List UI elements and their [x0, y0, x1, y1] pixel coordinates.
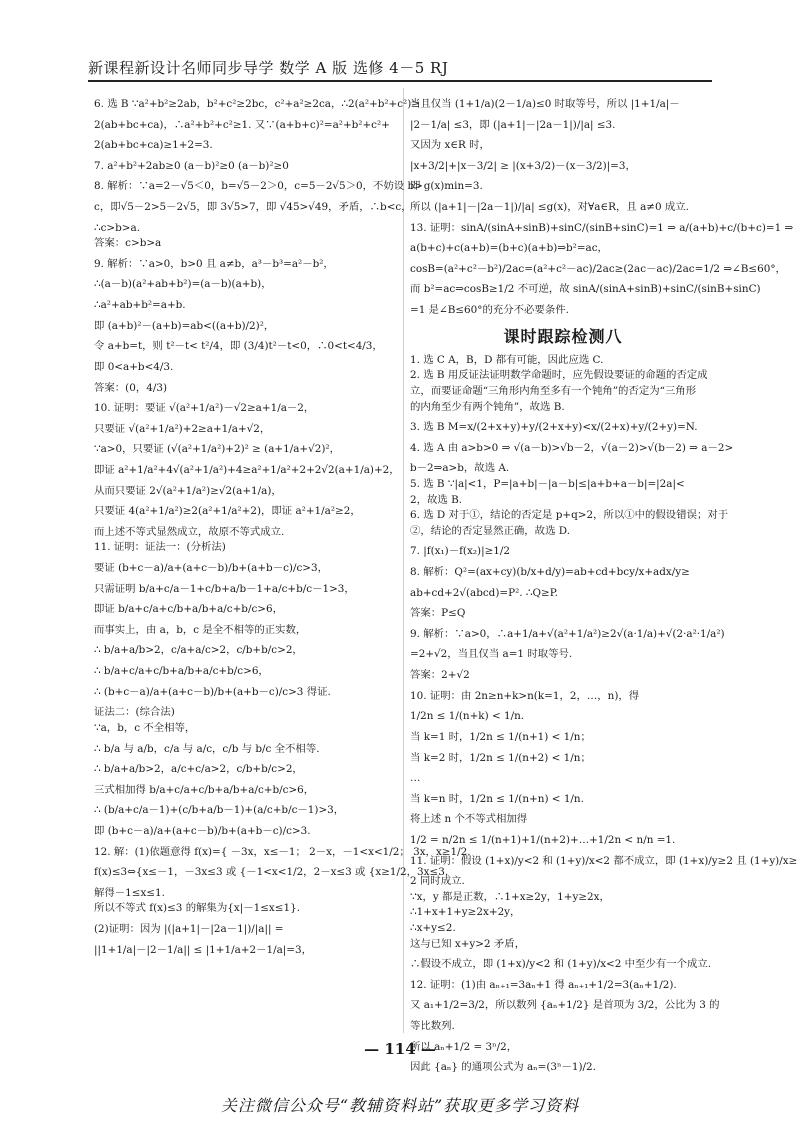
- text-line: 1/2n ≤ 1/(n+k) < 1/n.: [410, 710, 525, 723]
- text-line: 因此 {aₙ} 的通项公式为 aₙ=(3ⁿ－1)/2.: [410, 1061, 596, 1074]
- column-divider: [403, 88, 404, 1033]
- text-line: 的内角至少有两个钝角”，故选 B.: [410, 400, 565, 413]
- text-line: ab+cd+2√(abcd)=P². ∴Q≥P.: [410, 586, 558, 599]
- page-header: 新课程新设计名师同步导学 数学 A 版 选修 4－5 RJ: [88, 59, 449, 77]
- text-line: ∴假设不成立，即 (1+x)/y<2 和 (1+y)/x<2 中至少有一个成立.: [410, 958, 712, 971]
- text-line: 三式相加得 b/a+c/a+c/b+a/b+a/c+b/c>6，: [94, 783, 315, 796]
- text-line: 解得－1≤x≤1.: [94, 886, 165, 899]
- text-line: 10. 证明：由 2n≥n+k>n(k=1，2，…，n)，得: [410, 689, 640, 702]
- text-line: 2(ab+bc+ca)，∴a²+b²+c²≥1. 又∵(a+b+c)²=a²+b²+c²+: [94, 118, 390, 131]
- text-line: ∴c>b>a.: [94, 221, 140, 234]
- text-line: 7. a²+b²+2ab≥0 (a－b)²≥0 (a－b)²≥0: [94, 159, 289, 172]
- text-line: 当且仅当 (1+1/a)(2－1/a)≤0 时取等号，所以 |1+1/a|－: [410, 98, 680, 110]
- text-line: ∴ b/a+a/b>2，a/c+c/a>2，c/b+b/c>2，: [94, 763, 303, 776]
- text-line: 6. 选 B ∵a²+b²≥2ab，b²+c²≥2bc，c²+a²≥2ca，∴2(a²+b²+c²)≥: [94, 98, 420, 110]
- text-line: 当 k=2 时，1/2n ≤ 1/(n+2) < 1/n；: [410, 751, 591, 764]
- text-line: 这与已知 x+y>2 矛盾，: [410, 937, 526, 950]
- text-line: 答案：c>b>a: [94, 237, 162, 250]
- text-line: 即 0<a+b<4/3.: [94, 360, 174, 373]
- text-line: 所以 aₙ+1/2 = 3ⁿ/2，: [410, 1040, 518, 1053]
- text-line: 又 a₁+1/2=3/2，所以数列 {aₙ+1/2} 是首项为 3/2，公比为 3 的: [410, 999, 720, 1012]
- text-line: a(b+c)+c(a+b)=(b+c)(a+b)⇒b²=ac，: [410, 242, 608, 255]
- page-number: — 114 —: [364, 1040, 436, 1058]
- text-line: 令 a+b=t，则 t²－t< t²/4，即 (3/4)t²－t<0，∴0<t<4/3，: [94, 340, 383, 353]
- text-line: 9. 解析：∵a>0，b>0 且 a≠b，a³－b³=a²－b²，: [94, 257, 334, 270]
- text-line: 所以不等式 f(x)≤3 的解集为{x|－1≤x≤1}.: [94, 902, 301, 915]
- text-line: 3. 选 B M=x/(2+x+y)+y/(2+x+y)<x/(2+x)+y/(2+y)=N.: [410, 421, 698, 434]
- text-line: ∵a，b，c 不全相等，: [94, 721, 196, 734]
- right-column-top: [410, 97, 794, 319]
- text-line: 11. 证明：假设 (1+x)/y<2 和 (1+y)/x<2 都不成立，即 (1+x)/y≥2 且 (1+y)/x≥: [410, 854, 798, 867]
- text-line: c，即√5－2>5－2√5，即 3√5>7，即 √45>√49，矛盾，∴b<c，: [94, 201, 412, 214]
- text-line: ∴ b/a+c/a+c/b+a/b+a/c+b/c>6，: [94, 665, 269, 678]
- text-line: ||1+1/a|－|2－1/a|| ≤ |1+1/a+2－1/a|=3，: [94, 943, 312, 956]
- text-line: 要证 (b+c－a)/a+(a+c－b)/b+(a+b－c)/c>3，: [94, 562, 328, 575]
- text-line: 12. 解：(1)依题意得 f(x)={ －3x，x≤－1； 2－x，－1<x<1/2； 3x，x≥1/2.: [94, 845, 471, 858]
- text-line: ∴ (b+c－a)/a+(a+c－b)/b+(a+b－c)/c>3 得证.: [94, 685, 331, 698]
- text-line: f(x)≤3⇔{x≤－1，－3x≤3 或 {－1<x<1/2，2－x≤3 或 {x≥1/2，3x≤3.: [94, 866, 449, 879]
- text-line: 13. 证明：sinA/(sinA+sinB)+sinC/(sinB+sinC)=1 ⇒ a/(a+b)+c/(b+c)=1 ⇒: [410, 221, 794, 234]
- text-line: 即证 b/a+c/a+c/b+a/b+a/c+b/c>6，: [94, 603, 283, 616]
- text-line: |x+3/2|+|x－3/2| ≥ |(x+3/2)－(x－3/2)|=3，: [410, 159, 636, 172]
- text-line: 从而只要证 2√(a²+1/a²)≥√2(a+1/a)，: [94, 484, 282, 497]
- text-line: ∵a>0，只要证 (√(a²+1/a²)+2)² ≥ (a+1/a+√2)²，: [94, 443, 340, 456]
- text-line: 答案：2+√2: [410, 669, 470, 682]
- text-line: ∴ b/a 与 a/b，c/a 与 a/c，c/b 与 b/c 全不相等.: [94, 742, 320, 755]
- text-line: 等比数列.: [410, 1020, 455, 1033]
- text-line: 8. 解析：Q²=(ax+cy)(b/x+d/y)=ab+cd+bcy/x+adx/y≥: [410, 566, 690, 579]
- text-line: 10. 证明：要证 √(a²+1/a²)－√2≥a+1/a－2，: [94, 402, 315, 415]
- text-line: 1/2 = n/2n ≤ 1/(n+1)+1/(n+2)+…+1/2n < n/n =1.: [410, 833, 676, 846]
- text-line: 只要证 √(a²+1/a²)+2≥a+1/a+√2，: [94, 422, 271, 435]
- text-line: 答案：(0，4/3): [94, 381, 168, 394]
- text-line: ∴a²+ab+b²=a+b.: [94, 299, 186, 312]
- text-line: ∴ b/a+a/b>2，c/a+a/c>2，c/b+b/c>2，: [94, 644, 303, 657]
- text-line: 答案：P≤Q: [410, 607, 466, 620]
- text-line: =2+√2，当且仅当 a=1 时取等号.: [410, 648, 573, 661]
- text-line: 2. 选 B 用反证法证明数学命题时，应先假设要证的命题的否定成: [410, 369, 708, 382]
- text-line: ∴1+x+1+y≥2x+2y，: [410, 906, 521, 919]
- text-line: 即 (a+b)²－(a+b)=ab<((a+b)/2)²，: [94, 319, 275, 332]
- text-line: 只需证明 b/a+c/a－1+c/b+a/b－1+a/c+b/c－1>3，: [94, 582, 355, 595]
- text-line: 4. 选 A 由 a>b>0 ⇒ √(a－b)>√b－2，√(a－2)>√(b－2) ⇒ a－2>: [410, 441, 734, 454]
- text-line: 1. 选 C A，B，D 都有可能，因此应选 C.: [410, 353, 604, 366]
- text-line: 当 k=1 时，1/2n ≤ 1/(n+1) < 1/n；: [410, 730, 591, 743]
- text-line: cosB=(a²+c²－b²)/2ac=(a²+c²－ac)/2ac≥(2ac－ac)/2ac=1/2 ⇒∠B≤60°，: [410, 262, 786, 275]
- text-line: |2－1/a| ≤3，即 (|a+1|－|2a－1|)/|a| ≤3.: [410, 118, 616, 131]
- text-line: 又因为 x∈R 时，: [410, 139, 490, 152]
- text-line: 8. 解析：∵a=2－√5＜0，b=√5－2＞0，c=5－2√5＞0，不妨设 b>: [94, 180, 423, 193]
- text-line: 2(ab+bc+ca)≥1+2=3.: [94, 139, 213, 152]
- text-line: 证法二：(综合法): [94, 706, 175, 719]
- text-line: 7. |f(x₁)－f(x₂)|≥1/2: [410, 545, 510, 558]
- text-line: 5. 选 B ∵|a|<1，P=|a+b|－|a－b|≤|a+b+a－b|=|2a|<: [410, 477, 685, 490]
- footer-note: 关注微信公众号“教辅资料站”获取更多学习资料: [220, 1096, 580, 1115]
- text-line: 当 k=n 时，1/2n ≤ 1/(n+n) < 1/n.: [410, 792, 584, 805]
- text-line: 而 b²=ac⇒cosB≥1/2 不可逆，故 sinA/(sinA+sinB)+sinC/(sinB+sinC): [410, 283, 761, 296]
- text-line: 9. 解析：∵a>0，∴a+1/a+√(a²+1/a²)≥2√(a·1/a)+√(2·a²·1/a²): [410, 627, 725, 640]
- text-line: b－2⇒a>b，故选 A.: [410, 462, 510, 475]
- right-column-bottom: [410, 353, 798, 1076]
- text-line: 2，故选 B.: [410, 493, 463, 506]
- text-line: 立，而要证命题“三角形内角至多有一个钝角”的否定为“三角形: [410, 384, 697, 397]
- text-line: ∴x+y≤2.: [410, 921, 456, 934]
- header-rule: [88, 80, 712, 82]
- text-line: 11. 证明：证法一：(分析法): [94, 541, 226, 554]
- text-line: 即 (b+c－a)/a+(a+c－b)/b+(a+b－c)/c>3.: [94, 824, 311, 837]
- text-line: 2 同时成立.: [410, 875, 465, 888]
- text-line: ∴(a－b)(a²+ab+b²)=(a－b)(a+b)，: [94, 278, 272, 291]
- right-column: [410, 92, 798, 1074]
- text-line: ∴ (b/a+c/a－1)+(c/b+a/b－1)+(a/c+b/c－1)>3，: [94, 804, 345, 817]
- text-line: 将上述 n 个不等式相加得: [410, 813, 528, 826]
- section-title: 课时跟踪检测八: [503, 326, 623, 346]
- text-line: 即证 a²+1/a²+4√(a²+1/a²)+4≥a²+1/a²+2+2√2(a+1/a)+2，: [94, 463, 400, 476]
- text-line: ②，结论的否定显然正确，故选 D.: [410, 524, 571, 537]
- text-line: 而事实上，由 a，b，c 是全不相等的正实数，: [94, 623, 307, 636]
- text-line: 即 g(x)min=3.: [410, 180, 483, 193]
- text-line: (2)证明：因为 |(|a+1|－|2a－1|)/|a|| =: [94, 922, 284, 935]
- text-line: 所以 (|a+1|－|2a－1|)/|a| ≤g(x)，对∀a∈R，且 a≠0 成立.: [410, 201, 689, 214]
- text-line: ∵x，y 都是正数，∴1+x≥2y，1+y≥2x，: [410, 890, 610, 903]
- text-line: 只要证 4(a²+1/a²)≥2(a²+1/a²+2)，即证 a²+1/a²≥2，: [94, 505, 361, 518]
- text-line: 而上述不等式显然成立，故原不等式成立.: [94, 525, 285, 538]
- text-line: 6. 选 D 对于①，结论的否定是 p+q>2，所以①中的假设错误；对于: [410, 509, 729, 522]
- text-line: =1 是∠B≤60°的充分不必要条件.: [410, 304, 569, 317]
- text-line: 12. 证明：(1)由 aₙ₊₁=3aₙ+1 得 aₙ₊₁+1/2=3(aₙ+1/2).: [410, 978, 677, 991]
- text-line: …: [410, 772, 421, 785]
